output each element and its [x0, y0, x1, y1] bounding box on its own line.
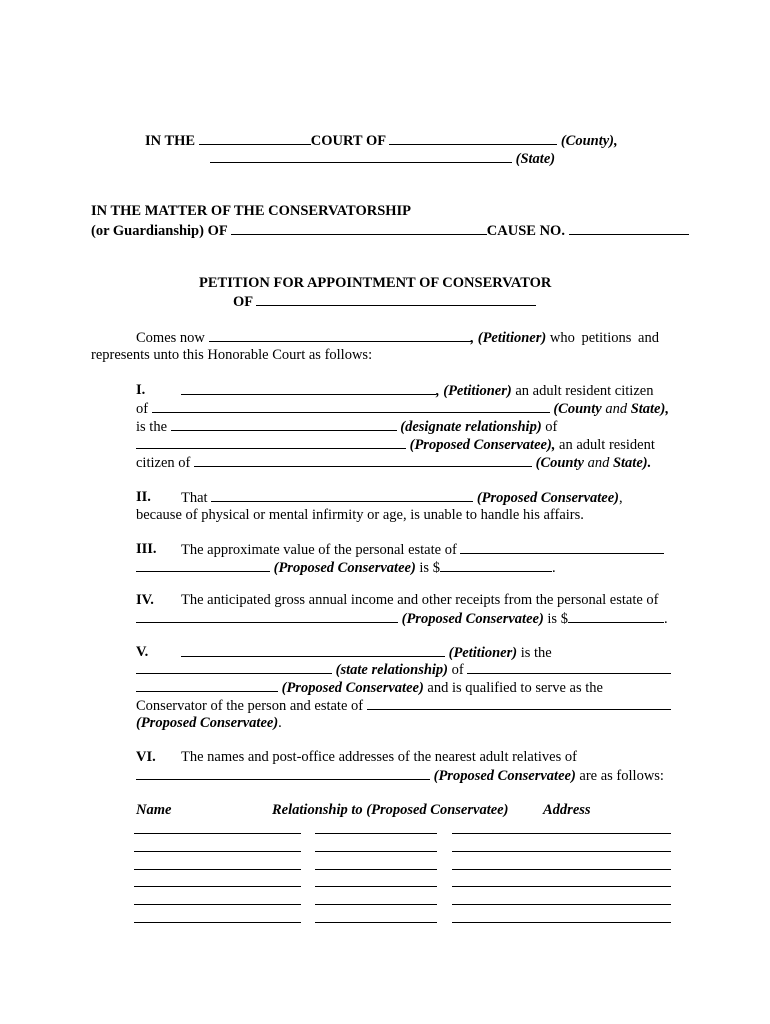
s4-proposed-label: (Proposed Conservatee) — [401, 611, 544, 627]
section-4-number: IV. — [136, 592, 154, 608]
section-5-line-4 — [136, 696, 671, 715]
section-6-line-2 — [136, 766, 664, 785]
s3-value-blank[interactable] — [440, 558, 552, 572]
section-1-line-5 — [136, 453, 651, 472]
table-header-relationship: Relationship to (Proposed Conservatee) — [272, 802, 509, 818]
s1-is-the: is the — [136, 419, 168, 435]
s4-period: . — [663, 611, 668, 627]
s3-estate-blank[interactable] — [460, 540, 664, 554]
s5-proposed-label-2: (Proposed Conservatee) — [136, 715, 279, 731]
state-label: (State) — [515, 151, 556, 167]
s5-period: . — [278, 715, 282, 731]
s2-proposed-label: (Proposed Conservatee) — [476, 490, 619, 506]
s5-petitioner-blank[interactable] — [181, 643, 445, 657]
s4-income-blank[interactable] — [568, 609, 664, 623]
relative-relationship-blank[interactable] — [315, 904, 437, 905]
s5-qualified: and is qualified to serve as the — [427, 680, 603, 696]
s3-proposed-label: (Proposed Conservatee) — [273, 560, 416, 576]
relative-name-blank[interactable] — [134, 922, 301, 923]
county-blank[interactable] — [389, 131, 557, 145]
title-of-label: OF — [233, 294, 253, 310]
s5-is-the: is the — [520, 645, 552, 661]
in-the-label: IN THE — [145, 133, 196, 149]
s1-petitioner-label: , (Petitioner) — [436, 383, 512, 399]
section-5-line-5 — [136, 714, 282, 732]
s3-text: The approximate value of the personal estate of — [181, 542, 457, 558]
table-header-name: Name — [136, 802, 172, 818]
s1-designate-label: (designate relationship) — [400, 419, 542, 435]
s1-citizen-of: citizen of — [136, 455, 191, 471]
relative-name-blank[interactable] — [134, 851, 301, 852]
relative-relationship-blank[interactable] — [315, 922, 437, 923]
s5-conservatee-blank[interactable] — [467, 660, 671, 674]
state-line — [210, 149, 555, 168]
conservatee-name-blank[interactable] — [231, 221, 487, 235]
s1-and-label: and — [605, 401, 628, 417]
s1-proposed-label: (Proposed Conservatee), — [409, 437, 556, 453]
cause-number-blank[interactable] — [569, 221, 689, 235]
s6-are-as: are as follows: — [579, 768, 664, 784]
relative-name-blank[interactable] — [134, 886, 301, 887]
s1-of2: of — [545, 419, 558, 435]
s5-person-estate-blank[interactable] — [367, 696, 671, 710]
who-petitions-label: who petitions and — [549, 330, 659, 346]
section-2-line-2: because of physical or mental infirmity or age, is unable to handle his affairs. — [136, 507, 584, 523]
s5-relationship-blank[interactable] — [136, 660, 332, 674]
relative-name-blank[interactable] — [134, 904, 301, 905]
s1-state-label: State), — [630, 401, 669, 417]
s4-name-blank[interactable] — [136, 609, 398, 623]
section-3-line-2 — [136, 558, 556, 577]
s1-relationship-blank[interactable] — [171, 417, 397, 431]
relative-address-blank[interactable] — [452, 904, 671, 905]
s3-is: is $ — [419, 560, 440, 576]
s2-comma: , — [618, 490, 623, 506]
section-2-line-1 — [181, 488, 623, 507]
s1-adult-resident: an adult resident citizen — [515, 383, 654, 399]
s1-petitioner-blank[interactable] — [181, 381, 436, 395]
section-4-line-2 — [136, 609, 668, 628]
relative-address-blank[interactable] — [452, 851, 671, 852]
s3-period: . — [551, 560, 556, 576]
county-label: (County), — [560, 133, 618, 149]
s1-adult-resident-2: an adult resident — [559, 437, 655, 453]
court-caption-line — [145, 131, 618, 150]
section-1-line-3 — [136, 417, 557, 436]
s3-name-blank[interactable] — [136, 558, 270, 572]
section-4-line-1: The anticipated gross annual income and other receipts from the personal estate of — [181, 592, 659, 608]
relative-address-blank[interactable] — [452, 922, 671, 923]
intro-line-1 — [136, 328, 659, 347]
s6-name-blank[interactable] — [136, 766, 430, 780]
s5-conservator-of: Conservator of the person and estate of — [136, 698, 364, 714]
s6-proposed-label: (Proposed Conservatee) — [433, 768, 576, 784]
relative-name-blank[interactable] — [134, 833, 301, 834]
s5-relationship-label: (state relationship) — [335, 662, 449, 678]
s1-and-label-2: and — [587, 455, 610, 471]
section-1-line-1 — [181, 381, 653, 400]
s4-is: is $ — [547, 611, 568, 627]
s1-state-label-2: State). — [612, 455, 652, 471]
s5-proposed-label: (Proposed Conservatee) — [281, 680, 424, 696]
relative-name-blank[interactable] — [134, 869, 301, 870]
section-3-number: III. — [136, 541, 157, 557]
intro-line-2: represents unto this Honorable Court as follows: — [91, 347, 373, 363]
matter-line-1: IN THE MATTER OF THE CONSERVATORSHIP — [91, 203, 412, 219]
s1-county-state-blank-2[interactable] — [194, 453, 532, 467]
relative-relationship-blank[interactable] — [315, 851, 437, 852]
section-1-line-4 — [136, 435, 655, 454]
s2-name-blank[interactable] — [211, 488, 473, 502]
s1-county-label-2: (County — [535, 455, 584, 471]
section-3-line-1 — [181, 540, 664, 559]
s5-petitioner-label: (Petitioner) — [448, 645, 518, 661]
section-5-number: V. — [136, 644, 149, 660]
title-of-line — [233, 292, 536, 311]
comes-now-label: Comes now — [136, 330, 205, 346]
section-6-number: VI. — [136, 749, 156, 765]
section-1-line-2 — [136, 399, 669, 418]
guardianship-label: (or Guardianship) OF — [91, 223, 228, 239]
s2-that: That — [181, 490, 208, 506]
section-5-line-2 — [136, 660, 671, 679]
relative-address-blank[interactable] — [452, 833, 671, 834]
section-2-number: II. — [136, 489, 151, 505]
section-1-number: I. — [136, 382, 146, 398]
s5-of: of — [451, 662, 464, 678]
cause-no-label: CAUSE NO. — [486, 223, 565, 239]
section-6-line-1: The names and post-office addresses of the nearest adult relatives of — [181, 749, 577, 765]
s1-conservatee-blank[interactable] — [136, 435, 406, 449]
title-name-blank[interactable] — [256, 292, 536, 306]
relative-address-blank[interactable] — [452, 869, 671, 870]
page-title: PETITION FOR APPOINTMENT OF CONSERVATOR — [199, 275, 552, 291]
relative-relationship-blank[interactable] — [315, 869, 437, 870]
court-of-label: COURT OF — [310, 133, 386, 149]
s1-of: of — [136, 401, 149, 417]
state-blank[interactable] — [210, 149, 512, 163]
section-5-line-3 — [136, 678, 603, 697]
petitioner-name-blank[interactable] — [209, 328, 471, 342]
table-header-address: Address — [543, 802, 591, 818]
s1-county-state-blank[interactable] — [152, 399, 550, 413]
matter-line-2 — [91, 221, 689, 240]
relative-relationship-blank[interactable] — [315, 833, 437, 834]
s1-county-label: (County — [553, 401, 602, 417]
court-name-blank[interactable] — [199, 131, 311, 145]
relative-relationship-blank[interactable] — [315, 886, 437, 887]
relative-address-blank[interactable] — [452, 886, 671, 887]
petitioner-label: , (Petitioner) — [470, 330, 547, 346]
s5-name-blank[interactable] — [136, 678, 278, 692]
